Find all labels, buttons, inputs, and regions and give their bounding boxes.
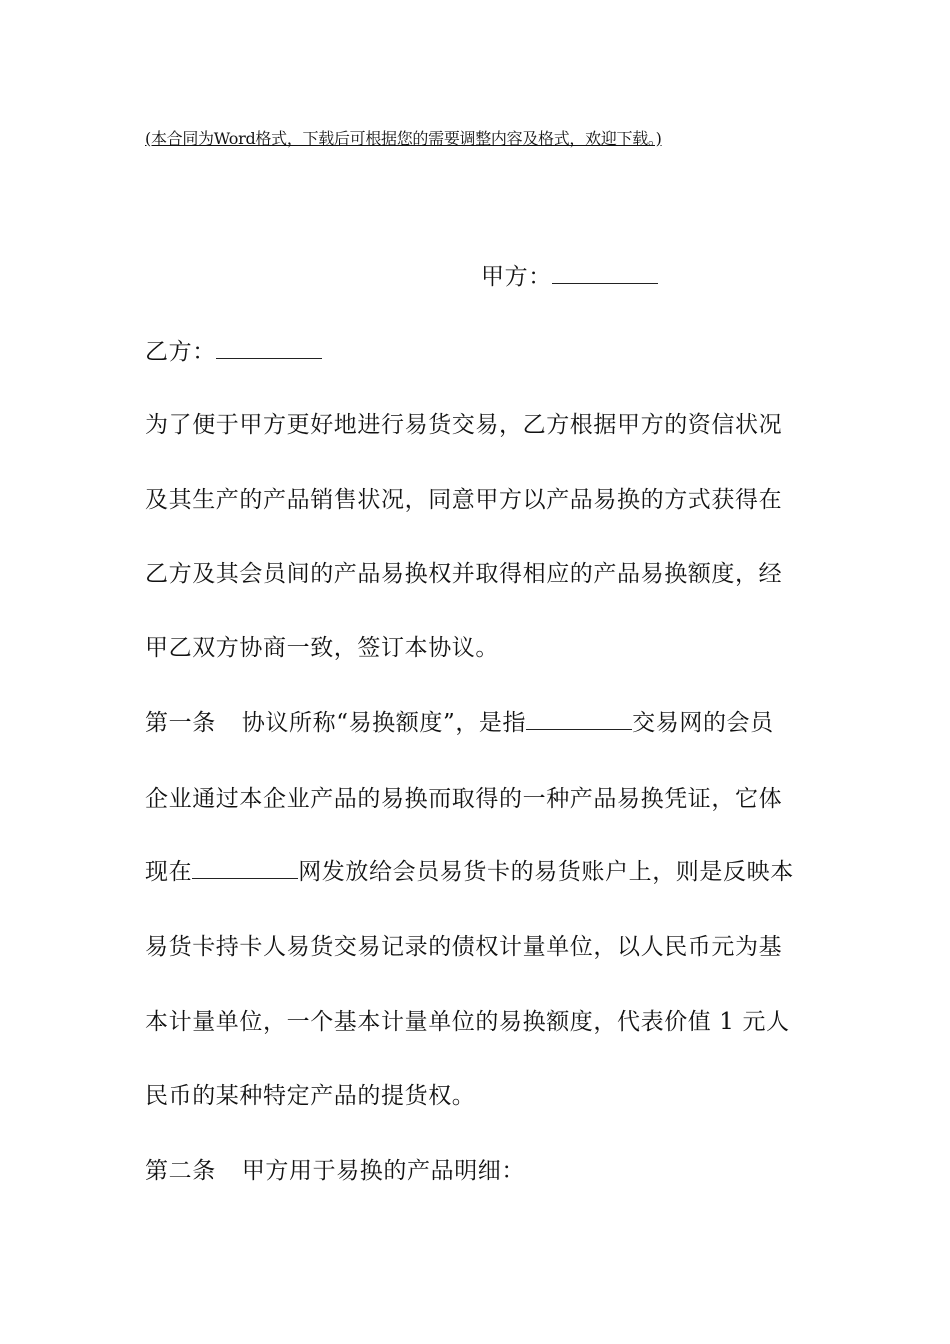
intro-line-3: 乙方及其会员间的产品易换权并取得相应的产品易换额度，经: [145, 561, 783, 587]
party-a-label: 甲方：: [481, 264, 552, 290]
article-1-line-5: 本计量单位，一个基本计量单位的易换额度，代表价值 1 元人: [145, 1009, 790, 1035]
article-2-text: 甲方用于易换的产品明细：: [241, 1158, 526, 1184]
article-1-line-2: 企业通过本企业产品的易换而取得的一种产品易换凭证，它体: [145, 786, 783, 812]
article-1-heading: 第一条: [145, 710, 216, 736]
article-1-blank-2: [192, 857, 298, 879]
party-b-blank: [216, 337, 322, 359]
article-1-line-4: 易货卡持卡人易货交易记录的债权计量单位，以人民币元为基: [145, 934, 783, 960]
article-1-text-d: 网发放给会员易货卡的易货账户上，则是反映本: [298, 859, 794, 885]
party-a-blank: [552, 262, 658, 284]
article-2-heading: 第二条: [145, 1158, 216, 1184]
article-1-line-3: [145, 857, 794, 887]
article-1-line-6: 民币的某种特定产品的提货权。: [145, 1083, 476, 1109]
article-1-line-1: [145, 708, 774, 738]
intro-line-1: 为了便于甲方更好地进行易货交易，乙方根据甲方的资信状况: [145, 412, 783, 438]
article-1-text-a: 协议所称“易换额度”，是指: [241, 710, 527, 736]
download-note: (本合同为Word格式，下载后可根据您的需要调整内容及格式，欢迎下载。): [145, 129, 662, 148]
article-1-text-c: 现在: [145, 859, 193, 885]
article-2-line: [145, 1156, 525, 1186]
article-1-text-b: 交易网的会员: [632, 710, 774, 736]
party-b-line: [145, 337, 322, 367]
intro-line-2: 及其生产的产品销售状况，同意甲方以产品易换的方式获得在: [145, 487, 783, 513]
party-a-line: [481, 262, 658, 292]
article-1-blank-1: [526, 708, 632, 730]
intro-line-4: 甲乙双方协商一致，签订本协议。: [145, 635, 499, 661]
party-b-label: 乙方：: [145, 339, 216, 365]
